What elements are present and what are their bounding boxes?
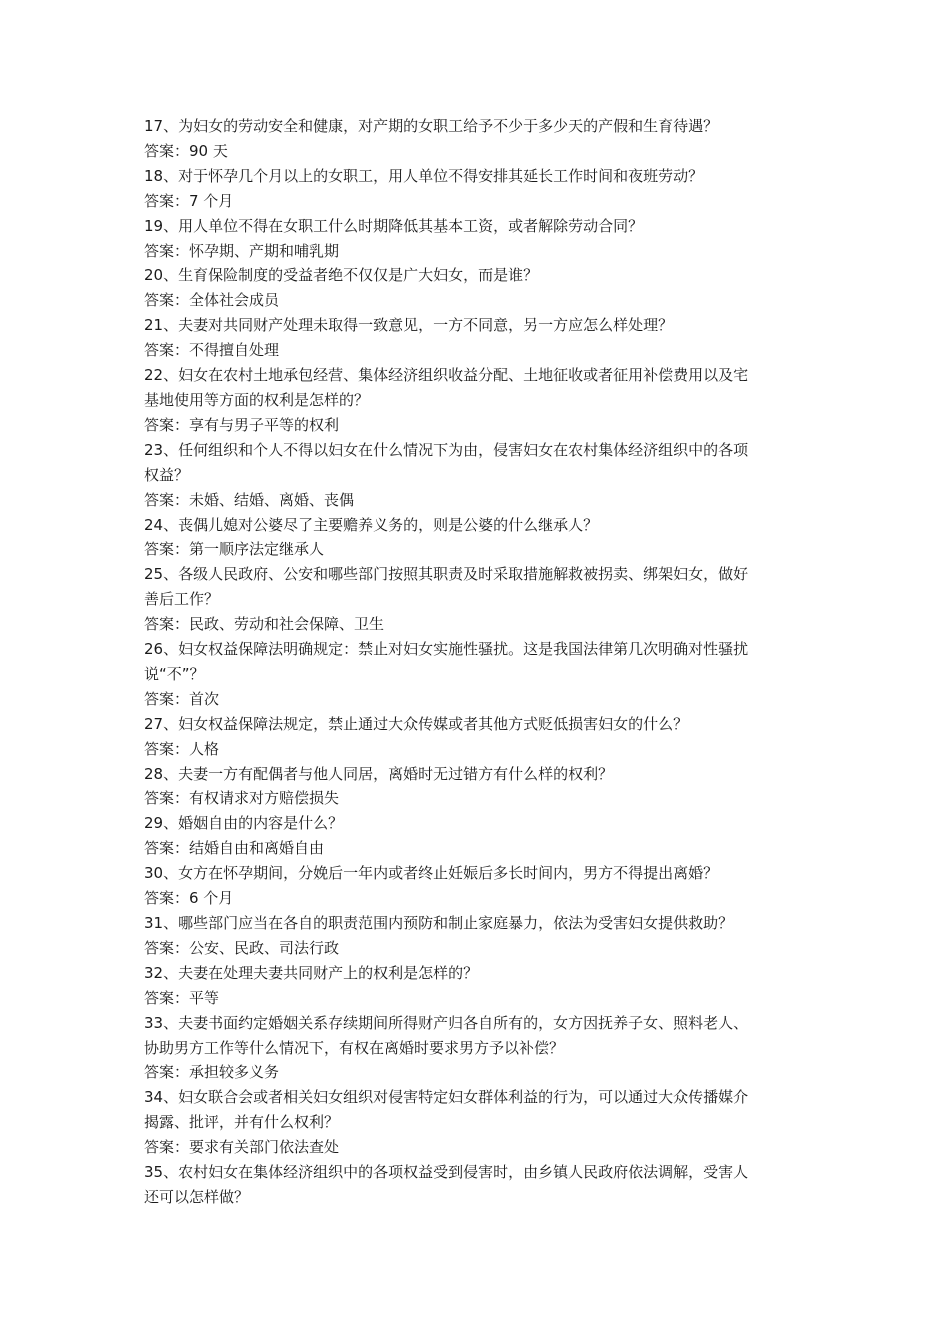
qa-item bbox=[144, 637, 816, 712]
question-line: 22、妇女在农村土地承包经营、集体经济组织收益分配、土地征收或者征用补偿费用以及宅 bbox=[144, 366, 749, 385]
question-line: 18、对于怀孕几个月以上的女职工，用人单位不得安排其延长工作时间和夜班劳动？ bbox=[144, 166, 704, 185]
answer-line: 答案：不得擅自处理 bbox=[144, 341, 280, 360]
question-line: 善后工作？ bbox=[144, 590, 220, 609]
qa-item bbox=[144, 811, 816, 861]
answer-line: 答案：7 个月 bbox=[144, 191, 234, 210]
qa-item bbox=[144, 961, 816, 1011]
question-line: 说“不”？ bbox=[144, 664, 205, 683]
question-line: 17、为妇女的劳动安全和健康，对产期的女职工给予不少于多少天的产假和生育待遇？ bbox=[144, 117, 719, 135]
answer-line: 答案：人格 bbox=[144, 739, 220, 758]
question-line: 28、夫妻一方有配偶者与他人同居，离婚时无过错方有什么样的权利？ bbox=[144, 764, 614, 783]
question-line: 35、农村妇女在集体经济组织中的各项权益受到侵害时，由乡镇人民政府依法调解，受害人 bbox=[144, 1163, 749, 1182]
question-line: 26、妇女权益保障法明确规定：禁止对妇女实施性骚扰。这是我国法律第几次明确对性骚扰 bbox=[144, 640, 749, 659]
question-line: 20、生育保险制度的受益者绝不仅仅是广大妇女，而是谁？ bbox=[144, 266, 539, 285]
question-line: 协助男方工作等什么情况下，有权在离婚时要求男方予以补偿？ bbox=[144, 1038, 565, 1057]
answer-line: 答案：首次 bbox=[144, 689, 220, 708]
answer-line: 答案：第一顺序法定继承人 bbox=[144, 540, 325, 559]
question-line: 24、丧偶儿媳对公婆尽了主要赡养义务的，则是公婆的什么继承人？ bbox=[144, 515, 599, 534]
question-line: 基地使用等方面的权利是怎样的？ bbox=[144, 390, 370, 409]
qa-item bbox=[144, 1011, 816, 1086]
answer-line: 答案：民政、劳动和社会保障、卫生 bbox=[144, 615, 385, 634]
answer-line: 答案：结婚自由和离婚自由 bbox=[144, 839, 325, 858]
qa-item bbox=[144, 363, 816, 438]
answer-line: 答案：90 天 bbox=[144, 141, 228, 160]
qa-item bbox=[144, 861, 816, 911]
question-line: 权益？ bbox=[144, 465, 190, 484]
qa-item bbox=[144, 214, 816, 264]
answer-line: 答案：有权请求对方赔偿损失 bbox=[144, 789, 340, 808]
question-line: 27、妇女权益保障法规定，禁止通过大众传媒或者其他方式贬低损害妇女的什么？ bbox=[144, 714, 689, 733]
answer-line: 答案：平等 bbox=[144, 988, 220, 1007]
qa-item bbox=[144, 712, 816, 762]
question-line: 19、用人单位不得在女职工什么时期降低其基本工资，或者解除劳动合同？ bbox=[144, 216, 644, 235]
question-line: 33、夫妻书面约定婚姻关系存续期间所得财产归各自所有的，女方因抚养子女、照料老人、 bbox=[144, 1013, 749, 1032]
qa-item bbox=[144, 438, 816, 513]
qa-list bbox=[144, 114, 816, 1210]
answer-line: 答案：6 个月 bbox=[144, 889, 234, 908]
question-line: 31、哪些部门应当在各自的职责范围内预防和制止家庭暴力，依法为受害妇女提供救助？ bbox=[144, 914, 734, 932]
question-line: 还可以怎样做？ bbox=[144, 1187, 250, 1206]
qa-item bbox=[144, 164, 816, 214]
answer-line: 答案：要求有关部门依法查处 bbox=[144, 1138, 340, 1157]
qa-item bbox=[144, 562, 816, 637]
qa-item bbox=[144, 513, 816, 563]
qa-item bbox=[144, 1160, 816, 1210]
question-line: 25、各级人民政府、公安和哪些部门按照其职责及时采取措施解救被拐卖、绑架妇女，做好 bbox=[144, 565, 749, 584]
question-line: 34、妇女联合会或者相关妇女组织对侵害特定妇女群体利益的行为，可以通过大众传播媒介 bbox=[144, 1088, 749, 1107]
qa-item bbox=[144, 911, 816, 961]
question-line: 29、婚姻自由的内容是什么？ bbox=[144, 814, 344, 833]
question-line: 揭露、批评，并有什么权利？ bbox=[144, 1113, 340, 1132]
answer-line: 答案：承担较多义务 bbox=[144, 1063, 280, 1082]
answer-line: 答案：公安、民政、司法行政 bbox=[144, 938, 340, 957]
answer-line: 答案：怀孕期、产期和哺乳期 bbox=[144, 241, 340, 260]
question-line: 21、夫妻对共同财产处理未取得一致意见，一方不同意，另一方应怎么样处理？ bbox=[144, 316, 674, 335]
answer-line: 答案：享有与男子平等的权利 bbox=[144, 415, 340, 434]
answer-line: 答案：全体社会成员 bbox=[144, 291, 280, 310]
qa-item bbox=[144, 114, 816, 164]
qa-item bbox=[144, 1085, 816, 1160]
question-line: 30、女方在怀孕期间，分娩后一年内或者终止妊娠后多长时间内，男方不得提出离婚？ bbox=[144, 864, 719, 883]
question-line: 23、任何组织和个人不得以妇女在什么情况下为由，侵害妇女在农村集体经济组织中的各项 bbox=[144, 440, 749, 459]
qa-item bbox=[144, 263, 816, 313]
qa-item bbox=[144, 313, 816, 363]
qa-item bbox=[144, 762, 816, 812]
answer-line: 答案：未婚、结婚、离婚、丧偶 bbox=[144, 490, 355, 509]
question-line: 32、夫妻在处理夫妻共同财产上的权利是怎样的？ bbox=[144, 963, 479, 982]
